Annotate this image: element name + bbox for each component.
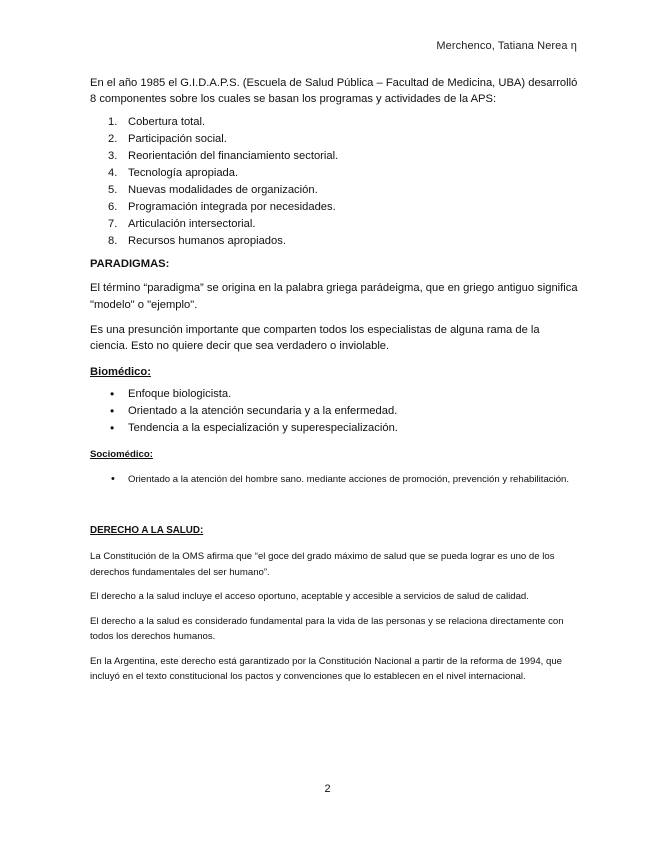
list-item-text: Nuevas modalidades de organización. [128,183,318,196]
list-item-text: Tecnología apropiada. [128,166,239,179]
bullet-icon: • [110,387,115,402]
list-item [90,420,578,437]
list-number: 8. [108,234,118,247]
page-number: 2 [324,783,331,795]
derecho-heading: DERECHO A LA SALUD: [90,525,204,537]
components-list [90,114,578,250]
list-item [90,114,578,131]
paradigmas-paragraph-1: El término “paradigma” se origina en la palabra griega parádeigma, que en griego antiguo significa "modelo" o "ejemplo". [90,282,578,311]
list-item-text: Programación integrada por necesidades. [128,200,336,213]
derecho-paragraph-2: El derecho a la salud incluye el acceso oportuno, aceptable y accesible a servicios de salud de calidad. [90,591,529,603]
list-item [90,386,578,403]
list-item-text: Reorientación del financiamiento sectorial. [128,149,339,162]
list-item [90,131,578,148]
biomedico-heading: Biomédico: [90,365,151,378]
list-item [90,403,578,420]
list-number: 7. [108,217,118,230]
sociomedico-list [90,472,578,487]
list-item-text: Enfoque biologicista. [128,388,232,401]
derecho-paragraph-3: El derecho a la salud es considerado fundamental para la vida de las personas y se relaciona directamente con todos los derechos humanos. [90,615,564,643]
derecho-paragraph-4: En la Argentina, este derecho está garantizado por la Constitución Nacional a partir de la reforma de 1994, que incluyó en el texto constitucional los pactos y convenciones que lo establecen en el nivel internacional. [90,655,562,682]
bullet-icon: • [111,472,115,485]
list-number: 5. [108,183,118,196]
page-content [90,75,578,693]
list-item [90,165,578,182]
list-item [90,148,578,165]
bullet-icon: • [110,421,115,436]
list-item [90,199,578,216]
list-number: 1. [108,115,118,128]
list-item [90,182,578,199]
paradigmas-paragraph-2: Es una presunción importante que comparten todos los especialistas de alguna rama de la ciencia. Esto no quiere decir que sea verdadero o inviolable. [90,324,540,353]
list-item-text: Tendencia a la especialización y superespecialización. [128,422,398,435]
list-item [90,216,578,233]
paradigmas-heading: PARADIGMAS: [90,257,170,270]
list-item-text: Cobertura total. [128,115,206,128]
list-item-text: Articulación intersectorial. [128,217,256,230]
bullet-icon: • [110,404,115,419]
header-author: Merchenco, Tatiana Nerea η [436,40,577,52]
list-item-text: Recursos humanos apropiados. [128,234,286,247]
intro-paragraph: En el año 1985 el G.I.D.A.P.S. (Escuela de Salud Pública – Facultad de Medicina, UBA) desarrolló 8 componentes sobre los cuales se basan los programas y actividades de la APS: [90,77,578,106]
list-item [90,233,578,250]
list-item-text: Orientado a la atención del hombre sano. mediante acciones de promoción, prevención y rehabilitación. [128,473,570,485]
sociomedico-heading: Sociomédico: [90,449,153,461]
list-number: 3. [108,149,118,162]
list-number: 2. [108,132,118,145]
derecho-paragraph-1: La Constitución de la OMS afirma que “el goce del grado máximo de salud que se pueda lograr es uno de los derechos fundamentales del ser humano”. [90,551,555,578]
list-item-text: Participación social. [128,132,227,145]
list-number: 6. [108,200,118,213]
list-item-text: Orientado a la atención secundaria y a la enfermedad. [128,405,398,418]
list-item [90,472,578,487]
biomedico-list [90,386,578,437]
list-number: 4. [108,166,118,179]
